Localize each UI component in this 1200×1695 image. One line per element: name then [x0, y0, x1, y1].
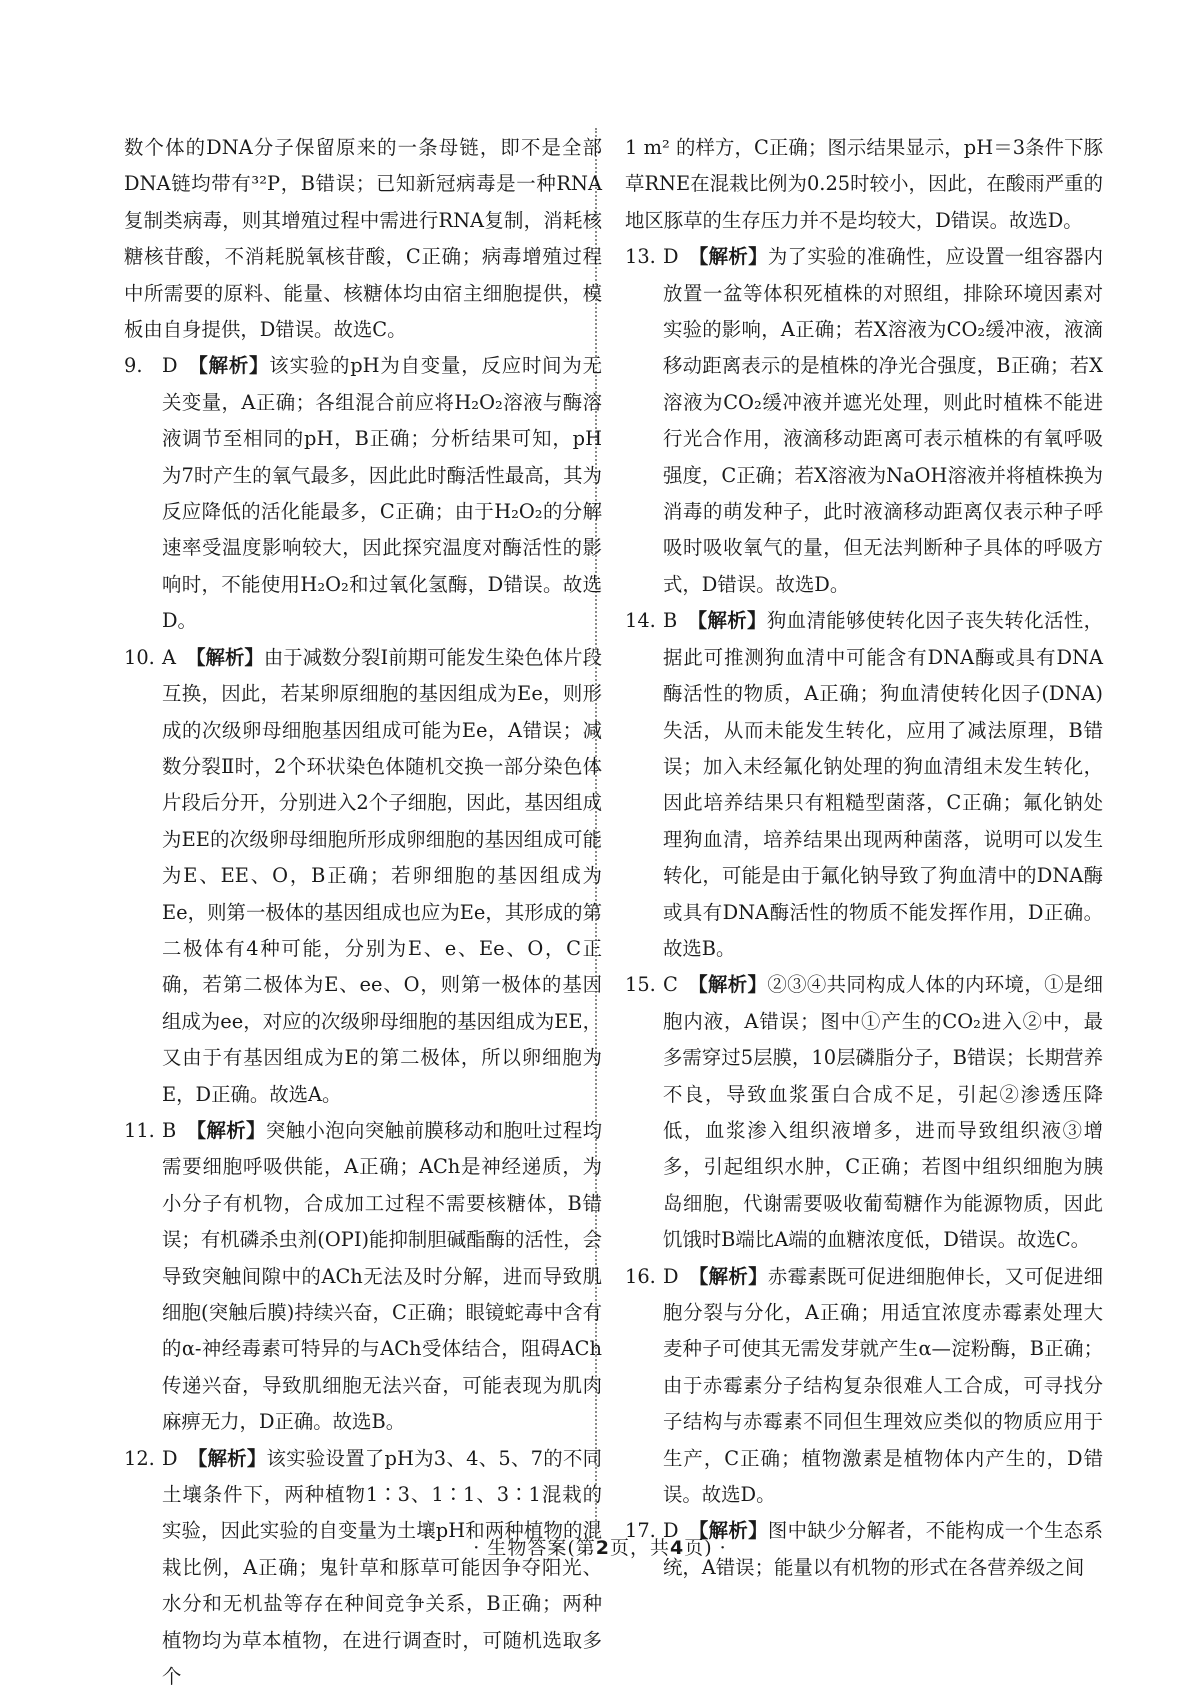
analysis-tag: 【解析】 — [687, 609, 767, 633]
right-column — [625, 130, 1103, 1586]
left-continuation: 数个体的DNA分子保留原来的一条母链，即不是全部DNA链均带有³²P，B错误；已知新冠病毒是一种RNA复制类病毒，则其增殖过程中需进行RNA复制，消耗核糖核苷酸，不消耗脱氧核苷酸，C正确；病毒增殖过程中所需要的原料、能量、核糖体均由宿主细胞提供，模板由自身提供，D错误。故选C。 — [124, 136, 602, 342]
item-explanation: 该实验的pH为自变量，反应时间为无关变量，A正确；各组混合前应将H₂O₂溶液与酶溶液调节至相同的pH，B正确；分析结果可知，pH为7时产生的氧气最多，因此此时酶活性最高，其为反应降低的活化能最多，C正确；由于H₂O₂的分解速率受温度影响较大，因此探究温度对酶活性的影响时，不能使用H₂O₂和过氧化氢酶，D错误。故选D。 — [162, 354, 603, 633]
analysis-tag: 【解析】 — [187, 354, 270, 378]
item-number: 10. — [124, 645, 155, 669]
page-footer — [0, 1533, 1200, 1560]
item-explanation: 赤霉素既可促进细胞伸长，又可促进细胞分裂与分化，A正确；用适宜浓度赤霉素处理大麦种子可使其无需发芽就产生α—淀粉酶，B正确；由于赤霉素分子结构复杂很难人工合成，可寻找分子结构与赤霉素不同但生理效应类似的物质应用于生产，C正确；植物激素是植物体内产生的，D错误。故选D。 — [663, 1264, 1104, 1507]
item-explanation: ②③④共同构成人体的内环境，①是细胞内液，A错误；图中①产生的CO₂进入②中，最多需穿过5层膜，10层磷脂分子，B错误；长期营养不良，导致血浆蛋白合成不足，引起②渗透压降低，血浆渗入组织液增多，进而导致组织液③增多，引起组织水肿，C正确；若图中组织细胞为胰岛细胞，代谢需要吸收葡萄糖作为能源物质，因此饥饿时B端比A端的血糖浓度低，D错误。故选C。 — [663, 973, 1104, 1252]
item-number: 9. — [124, 354, 143, 378]
item-answer: B — [663, 609, 678, 633]
item-explanation: 该实验设置了pH为3、4、5、7的不同土壤条件下，两种植物1∶3、1∶1、3∶1混栽的实验，因此实验的自变量为土壤pH和两种植物的混栽比例，A正确；鬼针草和豚草可能因争夺阳光、水分和无机盐等存在种间竞争关系，B正确；两种植物均为草本植物，在进行调查时，可随机选取多个 — [162, 1446, 603, 1689]
analysis-tag: 【解析】 — [688, 245, 768, 269]
analysis-tag: 【解析】 — [187, 1446, 267, 1470]
item-explanation: 图中缺少分解者，不能构成一个生态系统，A错误；能量以有机物的形式在各营养级之间 — [663, 1519, 1104, 1579]
footer-page-number: 2 — [595, 1537, 610, 1559]
analysis-tag: 【解析】 — [186, 1118, 266, 1142]
item-number: 17. — [625, 1519, 656, 1543]
item-number: 13. — [625, 245, 656, 269]
item-number: 16. — [625, 1264, 656, 1288]
footer-total-pages: 4 — [670, 1537, 685, 1559]
item-answer: A — [162, 645, 177, 669]
footer-middle: 页，共 — [609, 1537, 670, 1559]
item-explanation: 为了实验的准确性，应设置一组容器内放置一盆等体积死植株的对照组，排除环境因素对实验的影响，A正确；若X溶液为CO₂缓冲液，液滴移动距离表示的是植株的净光合强度，B正确；若X溶液为CO₂缓冲液并遮光处理，则此时植株不能进行光合作用，液滴移动距离可表示植株的有氧呼吸强度，C正确；若X溶液为NaOH溶液并将植株换为消毒的萌发种子，此时液滴移动距离仅表示种子呼吸时吸收氧气的量，但无法判断种子具体的呼吸方式，D错误。故选D。 — [663, 245, 1104, 596]
item-answer: D — [162, 354, 178, 378]
analysis-tag: 【解析】 — [688, 1264, 768, 1288]
answer-item-13 — [625, 239, 1103, 603]
right-continuation: 1 m² 的样方，C正确；图示结果显示，pH＝3条件下豚草RNE在混栽比例为0.25时较小，因此，在酸雨严重的地区豚草的生存压力并不是均较大，D错误。故选D。 — [625, 136, 1103, 232]
item-answer: D — [162, 1446, 178, 1470]
answer-item-14 — [625, 603, 1103, 967]
answer-item-12 — [124, 1441, 602, 1695]
item-explanation: 狗血清能够使转化因子丧失转化活性，据此可推测狗血清中可能含有DNA酶或具有DNA酶活性的物质，A正确；狗血清使转化因子(DNA)失活，从而未能发生转化，应用了减法原理，B错误；加入未经氟化钠处理的狗血清组未发生转化，因此培养结果只有粗糙型菌落，C正确；氟化钠处理狗血清，培养结果出现两种菌落，说明可以发生转化，可能是由于氟化钠导致了狗血清中的DNA酶或具有DNA酶活性的物质不能发挥作用，D正确。故选B。 — [663, 609, 1104, 960]
answer-item-11 — [124, 1113, 602, 1441]
answer-item-16 — [625, 1259, 1103, 1514]
item-number: 12. — [124, 1446, 155, 1470]
item-number: 15. — [625, 973, 656, 997]
analysis-tag: 【解析】 — [687, 973, 768, 997]
answer-item-9 — [124, 348, 602, 639]
footer-suffix: 页) · — [684, 1537, 727, 1559]
footer-prefix: · 生物答案(第 — [473, 1537, 596, 1559]
item-answer: C — [663, 973, 678, 997]
item-answer: D — [663, 1264, 679, 1288]
item-answer: B — [162, 1118, 177, 1142]
item-answer: D — [663, 1519, 679, 1543]
item-number: 14. — [625, 609, 656, 633]
answer-item-15 — [625, 967, 1103, 1258]
item-answer: D — [663, 245, 679, 269]
item-explanation: 突触小泡向突触前膜移动和胞吐过程均需要细胞呼吸供能，A正确；ACh是神经递质，为小分子有机物，合成加工过程不需要核糖体，B错误；有机磷杀虫剂(OPI)能抑制胆碱酯酶的活性，会导致突触间隙中的ACh无法及时分解，进而导致肌细胞(突触后膜)持续兴奋，C正确；眼镜蛇毒中含有的α-神经毒素可特异的与ACh受体结合，阻碍ACh传递兴奋，导致肌细胞无法兴奋，可能表现为肌肉麻痹无力，D正确。故选B。 — [162, 1118, 603, 1434]
analysis-tag: 【解析】 — [688, 1519, 768, 1543]
left-column — [124, 130, 602, 1695]
answer-item-10 — [124, 640, 602, 1113]
item-number: 11. — [124, 1118, 155, 1142]
analysis-tag: 【解析】 — [186, 645, 264, 669]
item-explanation: 由于减数分裂Ⅰ前期可能发生染色体片段互换，因此，若某卵原细胞的基因组成为Ee，则形成的次级卵母细胞基因组成可能为Ee，A错误；减数分裂Ⅱ时，2个环状染色体随机交换一部分染色体片段后分开，分别进入2个子细胞，因此，基因组成为EE的次级卵母细胞所形成卵细胞的基因组成可能为E、EE、O，B正确；若卵细胞的基因组成为Ee，则第一极体的基因组成也应为Ee，其形成的第二极体有4种可能，分别为E、e、Ee、O，C正确，若第二极体为E、ee、O，则第一极体的基因组成为ee，对应的次级卵母细胞的基因组成为EE，又由于有基因组成为E的第二极体，所以卵细胞为E，D正确。故选A。 — [162, 645, 603, 1106]
